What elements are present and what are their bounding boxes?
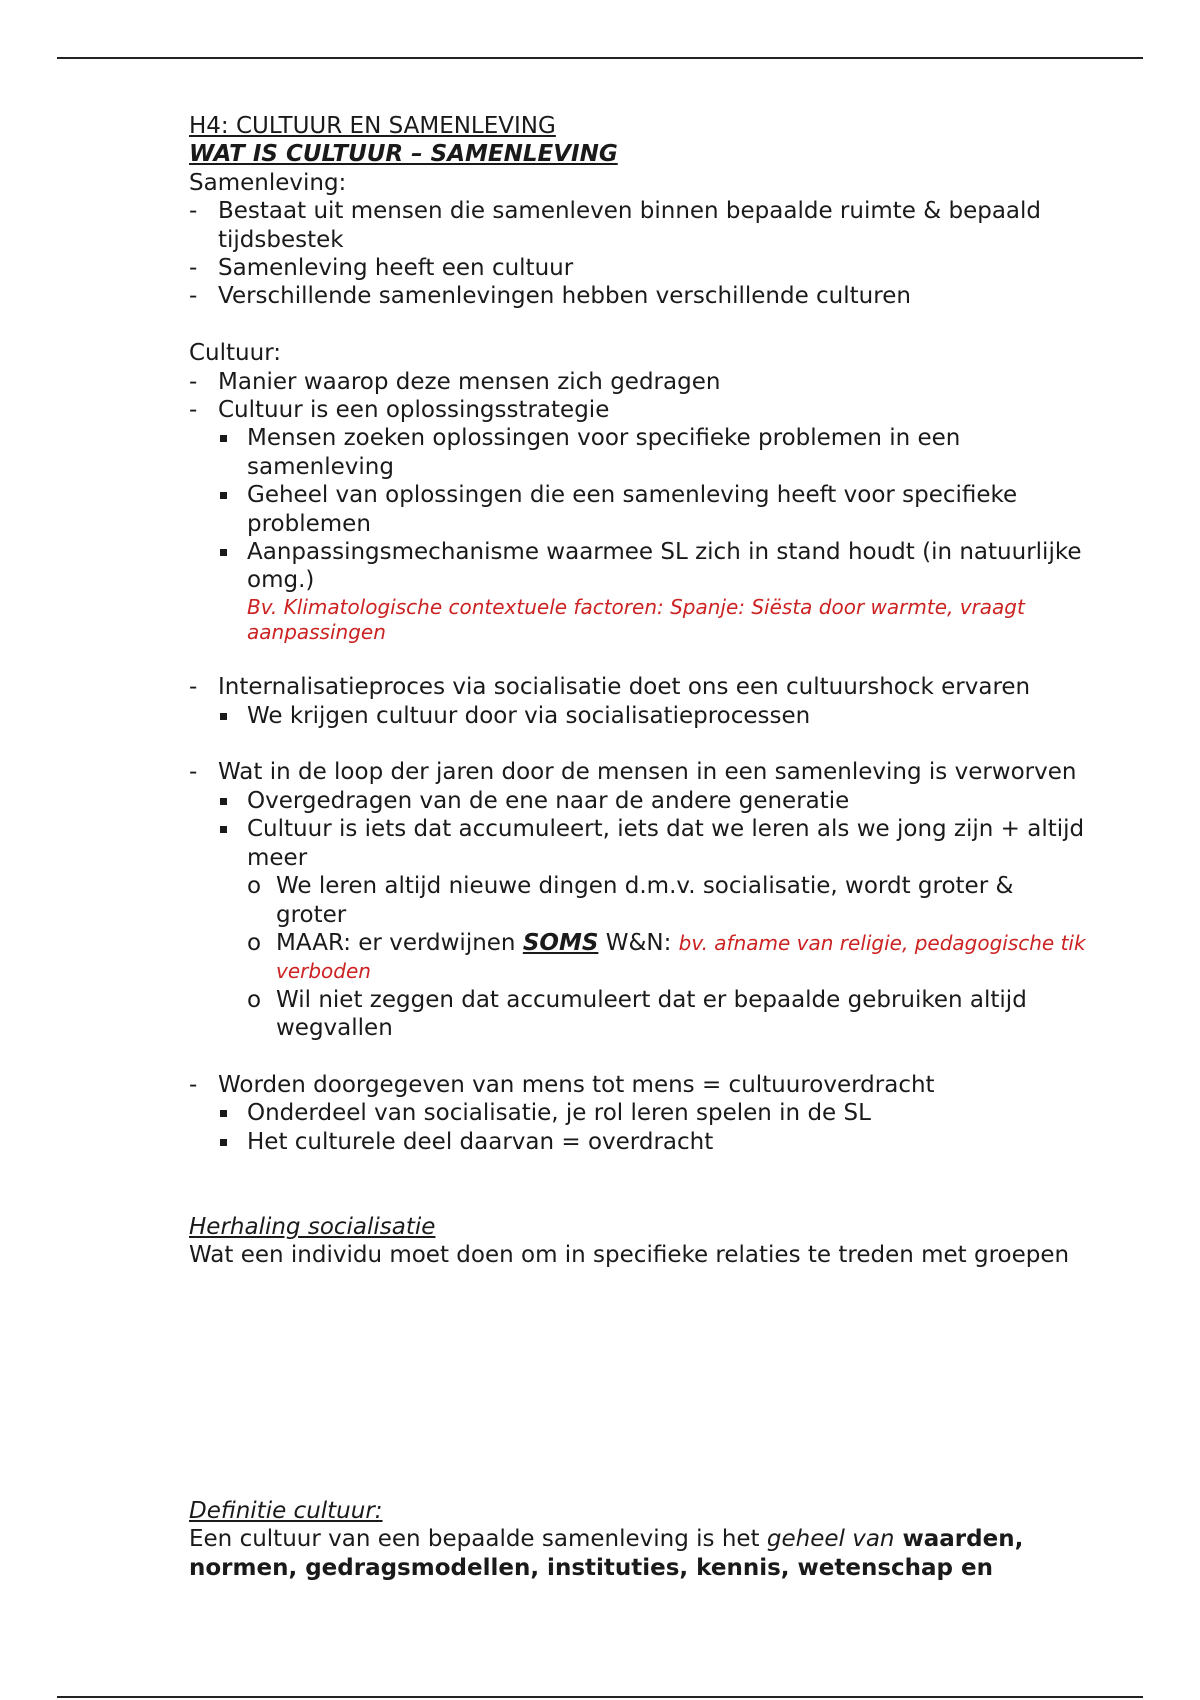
- sub-sub-list-item: o MAAR: er verdwijnen SOMS W&N: bv. afname van religie, pedagogische tik verboden: [247, 929, 1086, 984]
- list-item: - Internalisatieproces via socialisatie doet ons een cultuurshock ervaren: [189, 674, 1031, 701]
- sub-list-item: Cultuur is iets dat accumuleert, iets dat we leren als we jong zijn + altijd meer: [189, 815, 1089, 872]
- sub-list-item: Aanpassingsmechanisme waarmee SL zich in stand houdt (in natuurlijke omg.): [189, 538, 1089, 595]
- sub-list-item: We krijgen cultuur door via socialisatieprocessen: [189, 702, 1089, 730]
- document-body: [189, 112, 1089, 1582]
- list-item: - Wat in de loop der jaren door de mensen in een samenleving is verworven: [189, 759, 1077, 786]
- sub-list-item: Geheel van oplossingen die een samenleving heeft voor specifieke problemen: [189, 481, 1089, 538]
- list-item: - Cultuur is een oplossingsstrategie: [189, 397, 610, 424]
- herhaling-heading: Herhaling socialisatie: [189, 1213, 436, 1240]
- example-note: Bv. Klimatologische contextuele factoren: Spanje: Siësta door warmte, vraagt aanpassingen: [247, 594, 1025, 644]
- cultuur-label: Cultuur:: [189, 340, 281, 367]
- list-item: - Manier waarop deze mensen zich gedragen: [189, 368, 721, 395]
- sub-list-item: Het culturele deel daarvan = overdracht: [189, 1128, 1089, 1156]
- list-item: - Worden doorgegeven van mens tot mens = cultuuroverdracht: [189, 1071, 935, 1098]
- section-title: WAT IS CULTUUR – SAMENLEVING: [189, 141, 618, 168]
- definitie-text: Een cultuur van een bepaalde samenleving is het geheel van waarden, normen, gedragsmodellen, instituties, kennis, wetenschap en: [189, 1526, 1024, 1581]
- herhaling-text: Wat een individu moet doen om in specifieke relaties te treden met groepen: [189, 1242, 1070, 1269]
- sub-list-item: Onderdeel van socialisatie, je rol leren spelen in de SL: [189, 1099, 1089, 1127]
- sub-sub-list-item: o Wil niet zeggen dat accumuleert dat er bepaalde gebruiken altijd wegvallen: [247, 986, 1027, 1042]
- sub-sub-list-item: o We leren altijd nieuwe dingen d.m.v. socialisatie, wordt groter & groter: [247, 873, 1014, 928]
- emphasis-soms: SOMS: [522, 929, 599, 956]
- chapter-title: H4: CULTUUR EN SAMENLEVING: [189, 113, 556, 139]
- samenleving-label: Samenleving:: [189, 169, 347, 196]
- top-rule: [57, 57, 1143, 59]
- example-note-inline: bv. afname van religie, pedagogische tik verboden: [276, 930, 1086, 984]
- sub-list-item: Overgedragen van de ene naar de andere generatie: [189, 787, 1089, 815]
- sub-list-item: Mensen zoeken oplossingen voor specifieke problemen in een samenleving: [189, 424, 1089, 481]
- list-item: - Bestaat uit mensen die samenleven binnen bepaalde ruimte & bepaald tijdsbestek: [189, 198, 1042, 253]
- definitie-heading: Definitie cultuur:: [189, 1497, 383, 1524]
- list-item: - Verschillende samenlevingen hebben verschillende culturen: [189, 283, 911, 310]
- bottom-rule: [57, 1696, 1143, 1698]
- list-item: - Samenleving heeft een cultuur: [189, 255, 574, 282]
